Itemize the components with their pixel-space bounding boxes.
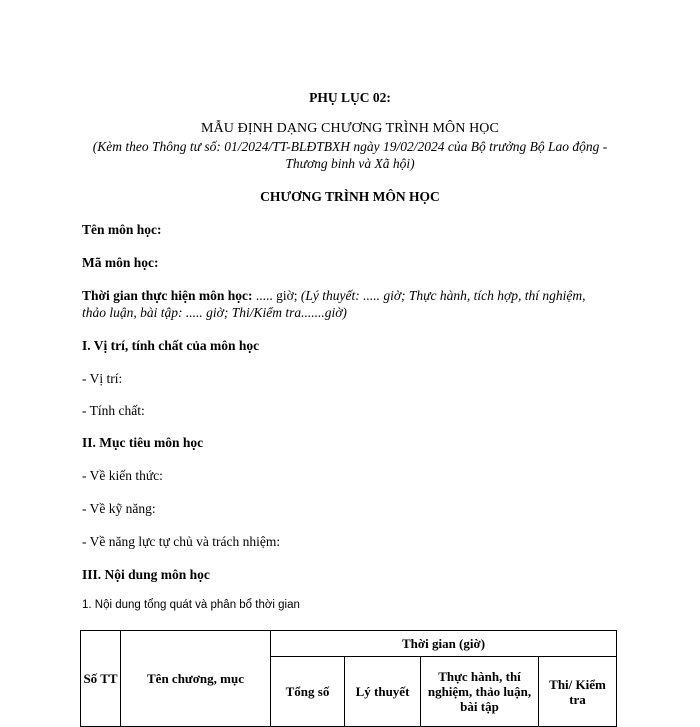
section-2-heading: II. Mục tiêu môn học [82,435,204,450]
section-1-heading: I. Vị trí, tính chất của môn học [82,338,260,353]
header-chapter-name: Tên chương, mục [121,631,271,727]
position-field: - Vị trí: [82,371,123,386]
header-total: Tổng số [271,657,345,727]
duration-line-1 [82,288,585,304]
subject-code-label: Mã môn học: [82,255,159,270]
header-exam: Thi/ Kiểm tra [539,657,617,727]
duration-breakdown: (Lý thuyết: ..... giờ; Thực hành, tích hợp, thí nghiệm, [300,288,586,303]
subject-name-label: Tên môn học: [82,222,162,237]
skills-field: - Về kỹ năng: [82,501,156,516]
header-practice: Thực hành, thí nghiệm, thảo luận, bài tập [421,657,539,727]
nature-field: - Tính chất: [82,403,145,418]
header-time: Thời gian (giờ) [271,631,617,657]
section-3-heading: III. Nội dung môn học [82,567,210,582]
subtitle-line-1: (Kèm theo Thông tư số: 01/2024/TT-BLĐTBXH ngày 19/02/2024 của Bộ trưởng Bộ Lao động - [92,139,608,154]
duration-label: Thời gian thực hiện môn học: [82,288,253,303]
duration-line-2: thảo luận, bài tập: ..... giờ; Thi/Kiểm tra.......giờ) [82,305,347,320]
subtitle-line-2: Thương binh và Xã hội) [285,156,415,171]
form-title: MẪU ĐỊNH DẠNG CHƯƠNG TRÌNH MÔN HỌC [201,121,499,136]
annex-label: PHỤ LỤC 02: [309,90,391,105]
time-allocation-table [80,630,617,727]
header-no: Số TT [81,631,121,727]
header-theory: Lý thuyết [345,657,421,727]
autonomy-field: - Về năng lực tự chủ và trách nhiệm: [82,534,281,549]
duration-hours: ..... giờ; [252,288,301,303]
knowledge-field: - Về kiến thức: [82,468,163,483]
section-3-item-1: 1. Nội dung tổng quát và phân bổ thời gian [82,599,300,611]
program-title: CHƯƠNG TRÌNH MÔN HỌC [260,189,440,204]
